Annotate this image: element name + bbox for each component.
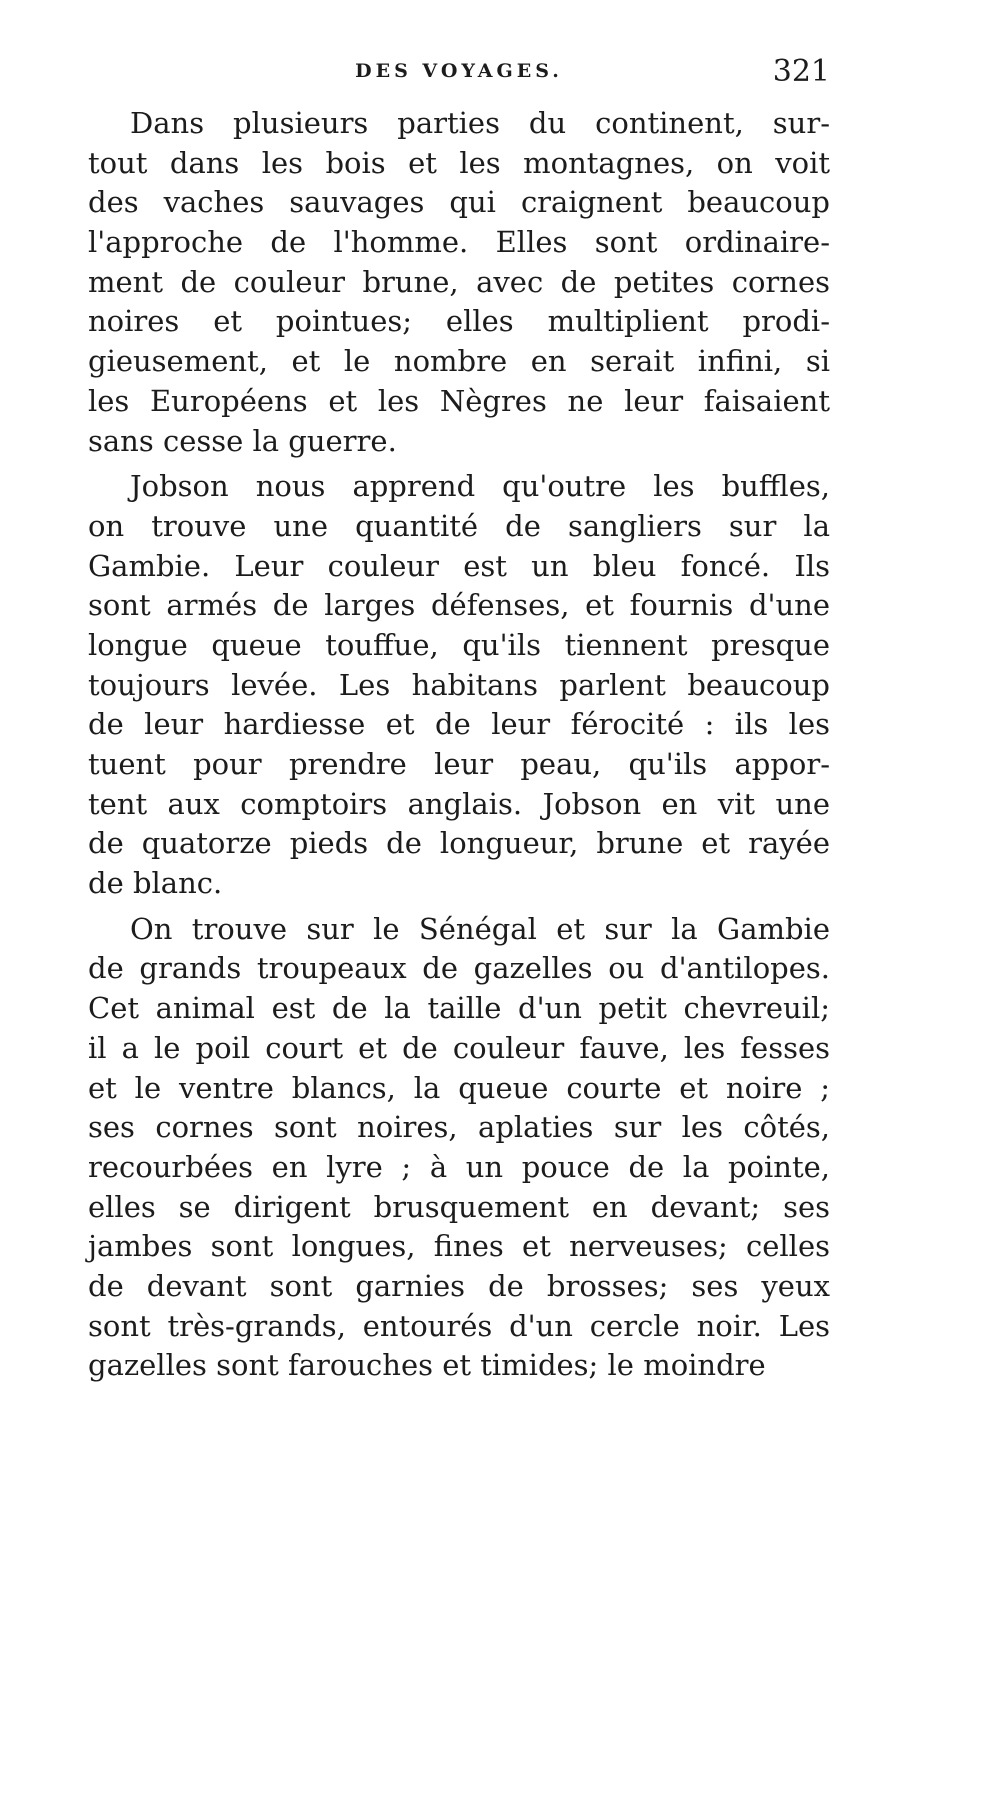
text-line: Dans plusieurs parties du continent, sur- <box>130 106 830 140</box>
text-line: Cet animal est de la taille d'un petit chevreuil; <box>88 991 830 1026</box>
text-line: Jobson nous apprend qu'outre les buffles, <box>130 469 830 504</box>
text-line: de quatorze pieds de longueur, brune et rayée <box>88 826 830 861</box>
text-line: les Européens et les Nègres ne leur faisaient <box>88 383 830 418</box>
text-line: on trouve une quantité de sangliers sur la <box>88 508 830 543</box>
text-line: l'approche de l'homme. Elles sont ordinaire- <box>88 225 830 260</box>
text-line: de devant sont garnies de brosses; ses yeux <box>88 1268 830 1303</box>
text-line: des vaches sauvages qui craignent beaucoup <box>88 185 830 220</box>
text-line: longue queue touffue, qu'ils tiennent presque <box>88 627 830 662</box>
text-line: recourbées en lyre ; à un pouce de la pointe, <box>88 1149 830 1184</box>
text-line: tuent pour prendre leur peau, qu'ils appor- <box>88 747 830 781</box>
page-number: 321 <box>772 54 830 89</box>
text-line: il a le poil court et de couleur fauve, les fesses <box>88 1030 830 1065</box>
text-line: tout dans les bois et les montagnes, on voit <box>88 145 830 180</box>
text-line: de grands troupeaux de gazelles ou d'antilopes. <box>88 951 830 986</box>
paragraph <box>88 910 830 1386</box>
text-line: toujours levée. Les habitans parlent beaucoup <box>88 667 830 702</box>
text-line: tent aux comptoirs anglais. Jobson en vit une <box>88 786 830 821</box>
text-line: sont très-grands, entourés d'un cercle noir. Les <box>88 1308 830 1343</box>
text-line: et le ventre blancs, la queue courte et noire ; <box>88 1070 830 1105</box>
text-line: gazelles sont farouches et timides; le moindre <box>88 1348 766 1383</box>
text-line: elles se dirigent brusquement en devant; ses <box>88 1189 830 1224</box>
text-line: sont armés de larges défenses, et fournis d'une <box>88 588 830 623</box>
running-title: DES VOYAGES. <box>355 60 563 82</box>
text-line: gieusement, et le nombre en serait infini, si <box>88 344 830 379</box>
text-line: de blanc. <box>88 866 223 901</box>
text-line: ment de couleur brune, avec de petites cornes <box>88 264 830 299</box>
paragraph <box>88 467 830 904</box>
text-line: de leur hardiesse et de leur férocité : ils les <box>88 707 830 742</box>
body-text <box>88 104 830 1386</box>
text-line: jambes sont longues, fines et nerveuses; celles <box>88 1229 830 1264</box>
text-line: On trouve sur le Sénégal et sur la Gambie <box>130 911 830 946</box>
text-line: Gambie. Leur couleur est un bleu foncé. Ils <box>88 548 830 583</box>
text-line: ses cornes sont noires, aplaties sur les côtés, <box>88 1110 830 1145</box>
paragraph <box>88 104 830 461</box>
running-head <box>88 54 830 100</box>
text-line: noires et pointues; elles multiplient prodi- <box>88 304 830 339</box>
text-line: sans cesse la guerre. <box>88 423 397 458</box>
